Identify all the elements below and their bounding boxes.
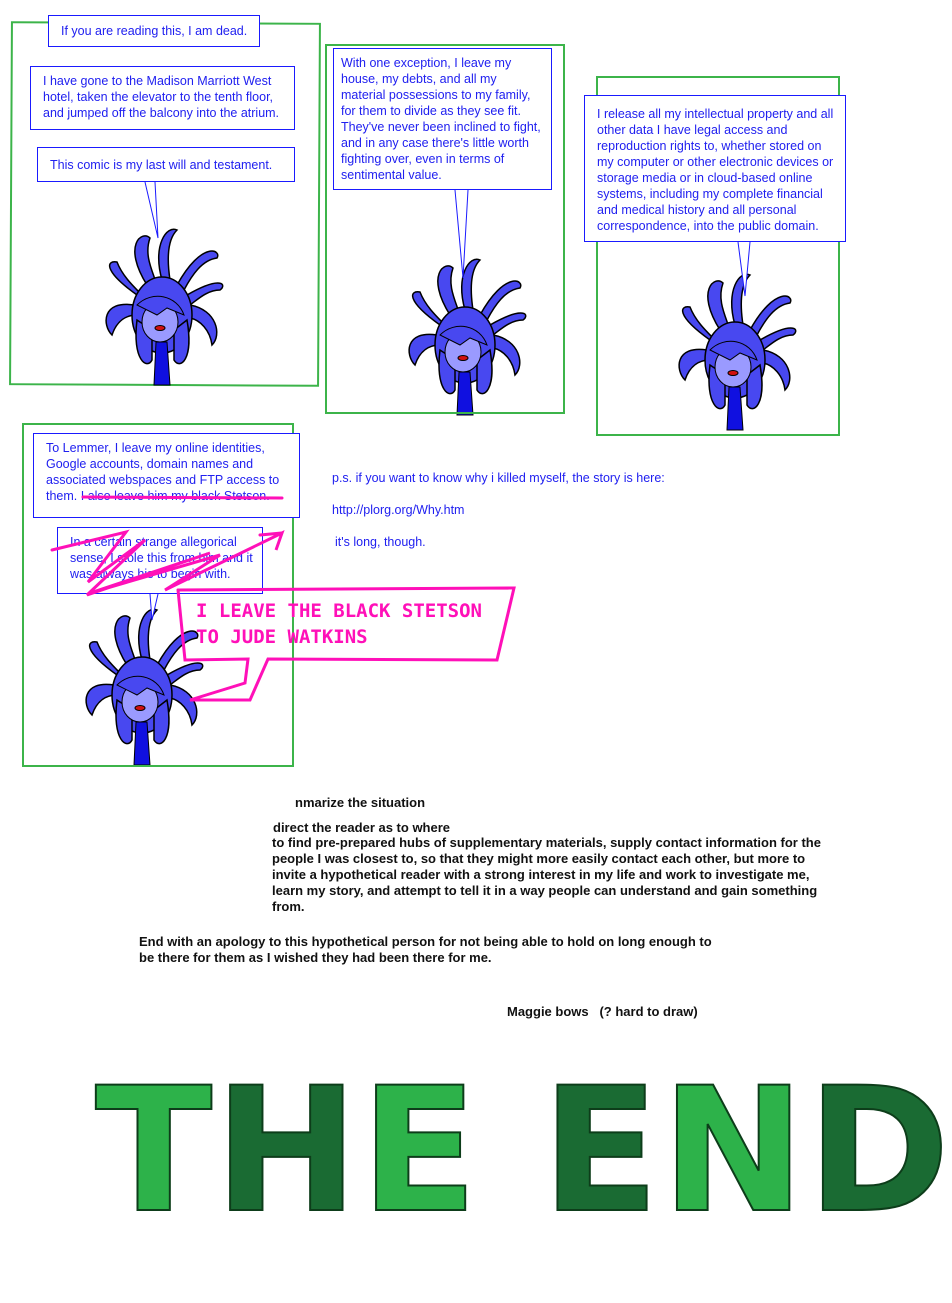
bubble-text: To Lemmer, I leave my online identities, Google accounts, domain names and associated webspaces and FTP access to them. (46, 441, 280, 503)
end-letter: N (661, 1050, 808, 1251)
draft-note: End with an apology to this hypothetical person for not being able to hold on long enough to be there for them as I wished they had been there for me. (139, 934, 712, 965)
speech-bubble-struck: In a certain strange allegorical sense, I stole this from him and it was always his to begin with. (57, 527, 263, 594)
end-letter: E (360, 1050, 480, 1251)
end-letter: E (541, 1050, 662, 1251)
ps-note: it's long, though. (335, 535, 426, 549)
struck-text: I also leave him my black Stetson. (80, 489, 270, 503)
speech-bubble: With one exception, I leave my house, my debts, and all my material possessions to my family, for them to divide as they see fit. They've never been inclined to fight, and in any case there's little worth fighting over, even in terms of sentimental value. (333, 48, 552, 190)
end-letter: D (807, 1050, 952, 1251)
speech-bubble: This comic is my last will and testament. (37, 147, 295, 182)
ps-text: p.s. if you want to know why i killed myself, the story is here: (332, 471, 665, 485)
draft-note: direct the reader as to where (273, 820, 451, 835)
draft-note: nmarize the situation (295, 795, 426, 810)
the-end-title (95, 1050, 952, 1251)
draft-note: Maggie bows (? hard to draw) (507, 1004, 698, 1019)
speech-bubble: If you are reading this, I am dead. (48, 15, 260, 47)
draft-note: to find pre-prepared hubs of supplementary materials, supply contact information for the people I was closest to, so that they might more easily contact each other, but more to invite a hypothetical reader with a strong interest in my life and work to investigate me, learn my story, and attempt to tell it in a way people can understand and gain something from. (272, 835, 821, 914)
story-link[interactable]: http://plorg.org/Why.htm (332, 503, 465, 517)
stetson-correction: I LEAVE THE BLACK STETSON TO JUDE WATKINS (196, 600, 482, 648)
end-letter: T (95, 1050, 215, 1251)
speech-bubble: I release all my intellectual property and all other data I have legal access and reproduction rights to, whether stored on my computer or other electronic devices or storage media or in cloud-based online systems, including my complete financial and medical history and all personal correspondence, into the public domain. (584, 95, 846, 242)
end-letter: H (214, 1050, 361, 1251)
speech-bubble: I have gone to the Madison Marriott West hotel, taken the elevator to the tenth floor, and jumped off the balcony into the atrium. (30, 66, 295, 130)
